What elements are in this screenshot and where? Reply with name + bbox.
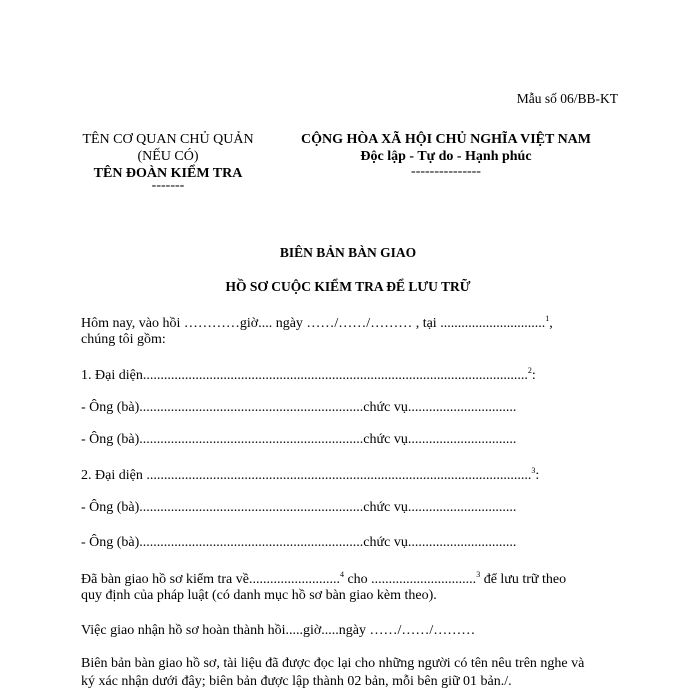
inspection-team-name: TÊN ĐOÀN KIỂM TRA [93, 166, 243, 181]
national-title: CỘNG HÒA XÃ HỘI CHỦ NGHĨA VIỆT NAM [300, 132, 592, 147]
person-row: - Ông (bà)................................................................chức vụ............................... [81, 535, 517, 550]
left-divider: ------- [151, 178, 185, 193]
footnote-3-ref: 3 [476, 570, 481, 579]
handover-statement [81, 570, 566, 588]
form-code: Mẫu số 06/BB-KT [516, 91, 618, 106]
footnote-2: 2 [527, 366, 532, 375]
document-subtitle: HỒ SƠ CUỘC KIỂM TRA ĐỂ LƯU TRỮ [225, 279, 471, 294]
representative-1-text: 1. Đại diện.............................................................................................................. [81, 368, 528, 383]
representative-1-end: : [531, 368, 536, 383]
footnote-1: 1 [545, 314, 550, 323]
opening-line [81, 314, 553, 332]
attendees-intro: chúng tôi gồm: [81, 332, 166, 347]
representative-2-end: : [535, 468, 540, 483]
opening-end: , [549, 316, 553, 331]
handover-text-a: Đã bàn giao hồ sơ kiểm tra về.......................... [81, 572, 340, 587]
footnote-3: 3 [531, 466, 536, 475]
handover-text-c: để lưu trữ theo [480, 572, 567, 587]
person-row: - Ông (bà)................................................................chức vụ............................... [81, 500, 517, 515]
handover-text-b: cho .............................. [343, 572, 477, 587]
person-row: - Ông (bà)................................................................chức vụ............................... [81, 400, 517, 415]
footnote-4: 4 [339, 570, 344, 579]
right-divider: --------------- [411, 164, 481, 179]
national-motto: Độc lập - Tự do - Hạnh phúc [360, 149, 532, 164]
representative-2 [81, 466, 539, 484]
document-title: BIÊN BẢN BÀN GIAO [279, 245, 417, 260]
representative-1 [81, 366, 536, 384]
person-row: - Ông (bà)................................................................chức vụ............................... [81, 432, 517, 447]
opening-text: Hôm nay, vào hồi …………giờ.... ngày ……/……/……… , tại .............................. [81, 316, 546, 331]
representative-2-text: 2. Đại diện .............................................................................................................. [81, 468, 532, 483]
completion-statement: Việc giao nhận hồ sơ hoàn thành hồi.....giờ.....ngày ……/……/……… [81, 623, 476, 638]
agency-note: (NẾU CÓ) [137, 149, 199, 164]
closing-statement: Biên bản bàn giao hồ sơ, tài liệu đã được đọc lại cho những người có tên nêu trên nghe và [81, 656, 585, 671]
closing-statement-cont: ký xác nhận dưới đây; biên bản được lập thành 02 bản, mỗi bên giữ 01 bản./. [81, 674, 512, 689]
agency-name: TÊN CƠ QUAN CHỦ QUẢN [82, 132, 254, 147]
handover-statement-cont: quy định của pháp luật (có danh mục hồ sơ bàn giao kèm theo). [81, 588, 437, 603]
